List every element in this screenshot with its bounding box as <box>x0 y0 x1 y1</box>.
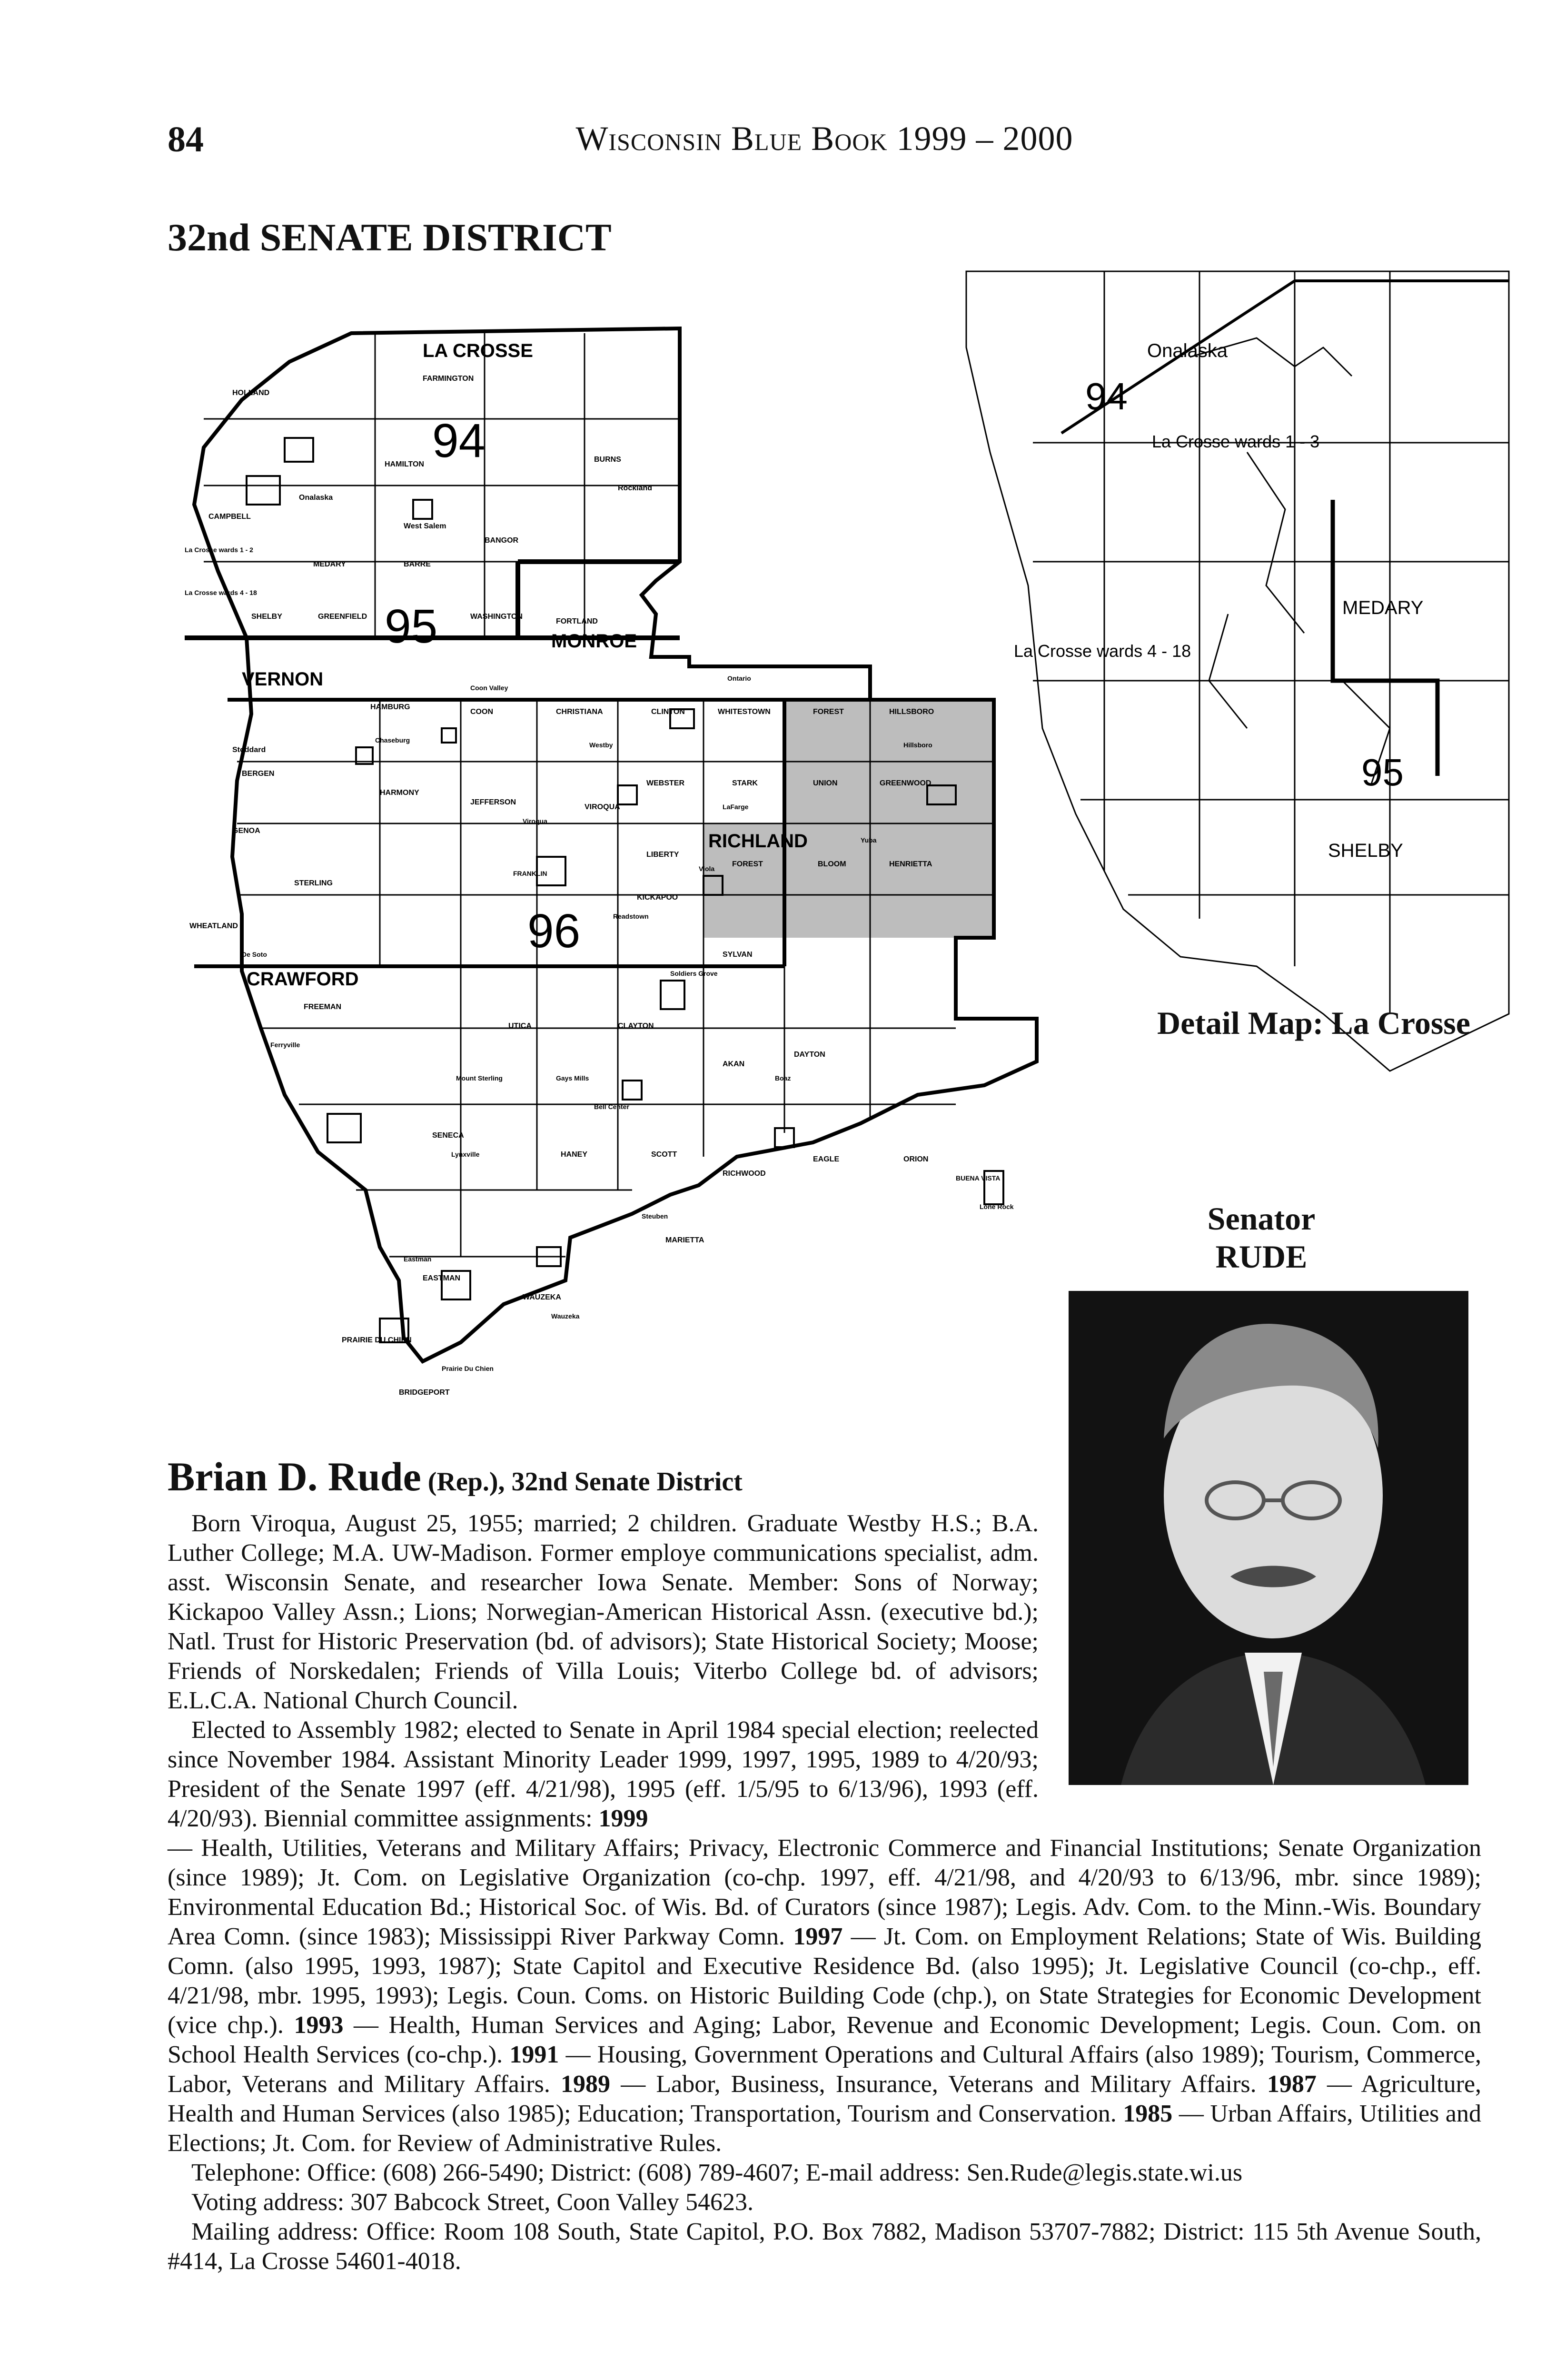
map-label: CAMPBELL <box>208 513 251 521</box>
map-label: Mount Sterling <box>456 1074 503 1082</box>
senator-party-district: (Rep.), 32nd Senate District <box>427 1467 743 1497</box>
map-label: RICHLAND <box>708 831 808 852</box>
map-label: Soldiers Grove <box>670 970 718 977</box>
bio-text: — Labor, Business, Insurance, Veterans and Military Affairs. <box>621 2071 1257 2098</box>
map-label: Coon Valley <box>470 684 508 692</box>
map-label: RICHWOOD <box>723 1170 766 1178</box>
map-label: WASHINGTON <box>470 613 523 621</box>
committee-year: 1991 <box>509 2041 559 2068</box>
map-label: VIROQUA <box>585 803 620 811</box>
map-label: Westby <box>589 741 613 749</box>
map-label: UTICA <box>508 1022 532 1030</box>
senator-label <box>1095 1200 1428 1276</box>
map-label: FOREST <box>732 860 763 868</box>
map-label: GENOA <box>232 827 260 835</box>
map-label: Readstown <box>613 912 649 920</box>
bio-text: — Health, Utilities, Veterans and Military Affairs; Privacy, Electronic Commerce and Financial Institutions; Senate Organization (since 1989); Jt. Com. on Legislative Organization (co-chp. 1997, eff. 4/21/98, and 4/20/93 to 6/13/96, mbr. since 1989); Environmental Education Bd.; Historical Soc. of Wis. Bd. of Curators (since 1987); Legis. Adv. Com. to the Minn.-Wis. Boundary Area Comn. (since 1983); Mississippi River Parkway Comn. <box>168 1835 1481 1950</box>
map-label: HOLLAND <box>232 389 270 397</box>
map-label: MEDARY <box>313 560 346 568</box>
page-header <box>168 119 1481 171</box>
map-label: PRAIRIE DU CHIEN <box>342 1336 412 1344</box>
map-label: VERNON <box>242 669 324 690</box>
map-label: Yuba <box>861 836 877 844</box>
map-label: CHRISTIANA <box>556 708 603 716</box>
map-label: HAMBURG <box>370 703 410 711</box>
map-label: COON <box>470 708 493 716</box>
map-label: BURNS <box>594 456 621 464</box>
map-label: FOREST <box>813 708 844 716</box>
detail-label: Onalaska <box>1147 340 1228 361</box>
map-label: CLINTON <box>651 708 685 716</box>
map-label: FREEMAN <box>304 1003 342 1011</box>
bio-paragraph: Born Viroqua, August 25, 1955; married; 2 children. Graduate Westby H.S.; B.A. Luther College; M.A. UW-Madison. Former employe communications specialist, adm. asst. Wisconsin Senate, and researcher Iowa Senate. Member: Sons of Norway; Kickapoo Valley Assn.; Lions; Norwegian-American Historical Assn. (executive bd.); Natl. Trust for Historic Preservation (bd. of advisors); State Historical Society; Moose; Friends of Norskedalen; Friends of Villa Louis; Viterbo College bd. of advisors; E.L.C.A. National Church Council. <box>168 1510 1039 1714</box>
map-label: SHELBY <box>251 613 282 621</box>
committee-year: 1997 <box>793 1923 843 1950</box>
map-label: HILLSBORO <box>889 708 934 716</box>
district-number: 96 <box>527 904 581 958</box>
map-label: Viola <box>699 865 715 873</box>
map-label: Ontario <box>727 674 751 682</box>
district-number: 94 <box>1085 375 1128 417</box>
bio-paragraph <box>168 1834 1481 2158</box>
bio-paragraph <box>168 1716 1039 1834</box>
voting-address: Voting address: 307 Babcock Street, Coon Valley 54623. <box>191 2189 753 2216</box>
bio-text: — Urban Affairs, Utilities and Elections; Jt. Com. for Review of Administrative Rules. <box>168 2100 1482 2157</box>
senator-label-line2: RUDE <box>1215 1239 1308 1275</box>
map-label: Lone Rock <box>980 1203 1014 1210</box>
detail-label: SHELBY <box>1328 840 1403 861</box>
committee-year: 1999 <box>598 1805 648 1832</box>
district-number: 94 <box>432 414 486 467</box>
map-label: BARRE <box>404 560 431 568</box>
bio-text: — Health, Human Services and Aging; Labor, Revenue and Economic Development; Legis. Coun. Com. on School Health Services (co-chp.). <box>168 2012 1482 2068</box>
district-number: 95 <box>385 600 438 653</box>
senator-name-line <box>168 1453 743 1500</box>
map-label: EASTMAN <box>423 1274 461 1282</box>
bio-text: Elected to Assembly 1982; elected to Senate in April 1984 special election; reelected since November 1984. Assistant Minority Leader 1999, 1997, 1995, 1989 to 4/20/93; President of the Senate 1997 (eff. 4/21/98), 1995 (eff. 1/5/95 to 6/13/96), 1993 (eff. 4/20/93). Biennial committee assignments: <box>168 1716 1039 1832</box>
map-label: Wauzeka <box>551 1312 580 1320</box>
map-label: GREENWOOD <box>880 779 932 787</box>
committee-year: 1987 <box>1267 2071 1317 2098</box>
map-label: MARIETTA <box>665 1236 704 1244</box>
map-label: Rockland <box>618 484 653 492</box>
detail-map <box>961 252 1514 1214</box>
map-label: De Soto <box>242 951 267 958</box>
map-label: BANGOR <box>485 536 519 545</box>
map-label: HENRIETTA <box>889 860 932 868</box>
map-label: West Salem <box>404 522 446 530</box>
map-label: SENECA <box>432 1131 464 1140</box>
map-label: Lynxville <box>451 1150 480 1158</box>
map-label: STERLING <box>294 879 333 887</box>
map-label: Eastman <box>404 1255 432 1263</box>
map-label: BERGEN <box>242 770 275 778</box>
map-label: Bell Center <box>594 1103 629 1111</box>
map-label: LA CROSSE <box>423 340 533 361</box>
map-label: BLOOM <box>818 860 846 868</box>
map-label: BRIDGEPORT <box>399 1388 450 1397</box>
map-label: JEFFERSON <box>470 798 516 806</box>
map-label: FORTLAND <box>556 617 598 625</box>
detail-label: La Crosse wards 4 - 18 <box>1014 641 1191 661</box>
bio-text: — Housing, Government Operations and Cultural Affairs (also 1989); Tourism, Commerce, Labor, Veterans and Military Affairs. <box>168 2041 1482 2098</box>
map-label: HAMILTON <box>385 460 424 468</box>
map-label: Chaseburg <box>375 736 410 744</box>
book-title: Wisconsin Blue Book 1999 – 2000 <box>575 119 1073 158</box>
map-label: Prairie Du Chien <box>442 1365 494 1372</box>
senator-name: Brian D. Rude <box>168 1454 421 1499</box>
telephone-line: Telephone: Office: (608) 266-5490; District: (608) 789-4607; E-mail address: Sen.Rude@legis.state.wi.us <box>191 2159 1243 2186</box>
page-number: 84 <box>168 119 204 159</box>
map-label: Hillsboro <box>903 741 932 749</box>
map-label: Gays Mills <box>556 1074 589 1082</box>
biography <box>168 1509 1481 2276</box>
map-label: EAGLE <box>813 1155 840 1163</box>
map-label: BUENA VISTA <box>956 1174 1001 1182</box>
map-label: DAYTON <box>794 1051 825 1059</box>
detail-map-caption: Detail Map: La Crosse <box>1157 1005 1470 1041</box>
map-label: AKAN <box>723 1060 745 1068</box>
map-label: Viroqua <box>523 817 547 825</box>
committee-year: 1989 <box>561 2071 611 2098</box>
map-label: KICKAPOO <box>637 893 678 902</box>
map-label: Onalaska <box>299 494 333 502</box>
district-title: 32nd SENATE DISTRICT <box>168 216 612 259</box>
map-label: La Crosse wards 4 - 18 <box>185 589 257 596</box>
district-map <box>175 305 1070 1404</box>
map-label: GREENFIELD <box>318 613 367 621</box>
map-label: HANEY <box>561 1150 588 1159</box>
map-label: ORION <box>903 1155 929 1163</box>
map-label: STARK <box>732 779 758 787</box>
map-label: WAUZEKA <box>523 1293 561 1301</box>
committee-year: 1985 <box>1123 2100 1173 2127</box>
map-label: LaFarge <box>723 803 749 811</box>
district-number: 95 <box>1361 751 1404 793</box>
map-label: FARMINGTON <box>423 375 474 383</box>
map-label: CLAYTON <box>618 1022 654 1030</box>
map-label: MONROE <box>551 631 637 652</box>
map-label: Steuben <box>642 1212 668 1220</box>
map-label: La Crosse wards 1 - 2 <box>185 546 253 554</box>
map-label: SCOTT <box>651 1150 677 1159</box>
map-label: UNION <box>813 779 838 787</box>
map-label: FRANKLIN <box>513 870 547 877</box>
map-label: WHITESTOWN <box>718 708 771 716</box>
map-label: CRAWFORD <box>247 969 359 990</box>
bio-text: — Jt. Com. on Employment Relations; State of Wis. Building Comn. (also 1995, 1993, 1987); State Capitol and Executive Residence Bd. (also 1995); Jt. Legislative Council (co-chp., eff. 4/21/98, mbr. 1995, 1993); Legis. Coun. Coms. on Historic Building Code (chp.), on State Strategies for Economic Development (vice chp.). <box>168 1923 1482 2039</box>
map-label: Ferryville <box>270 1041 300 1049</box>
detail-label: MEDARY <box>1342 597 1424 618</box>
map-label: WEBSTER <box>646 779 684 787</box>
committee-year: 1993 <box>294 2012 344 2039</box>
map-label: SYLVAN <box>723 951 753 959</box>
map-label: Boaz <box>775 1074 791 1082</box>
senator-label-line1: Senator <box>1207 1200 1316 1237</box>
map-label: Stoddard <box>232 746 266 754</box>
bio-text: — Agriculture, Health and Human Services (also 1985); Education; Transportation, Tourism and Conservation. <box>168 2071 1482 2127</box>
map-label: LIBERTY <box>646 851 679 859</box>
map-label: HARMONY <box>380 789 419 797</box>
mailing-address: Mailing address: Office: Room 108 South, State Capitol, P.O. Box 7882, Madison 53707-7882; District: 115 5th Avenue South, #414, La Crosse 54601-4018. <box>168 2218 1481 2275</box>
detail-label: La Crosse wards 1 - 3 <box>1152 432 1320 451</box>
map-label: WHEATLAND <box>189 922 238 930</box>
